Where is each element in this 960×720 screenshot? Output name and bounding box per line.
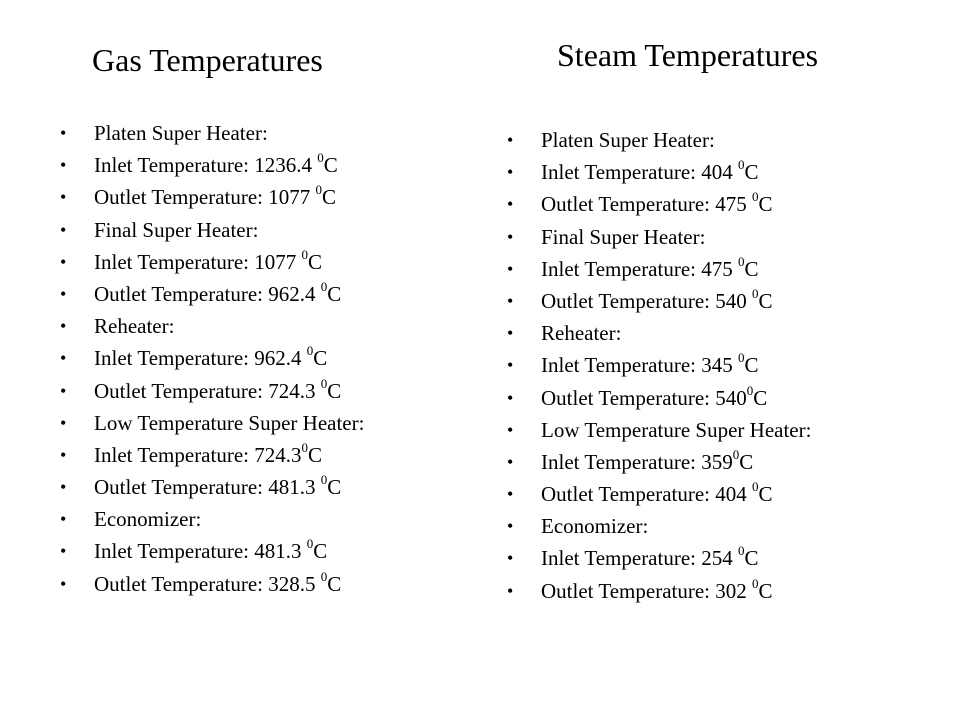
bullet-icon: • [507,226,514,247]
item-text: Economizer: [94,507,202,532]
list-item [505,188,811,220]
item-text: Platen Super Heater: [94,121,268,145]
list-item [58,246,364,278]
bullet-icon: • [60,219,67,240]
item-text: Economizer: [541,514,649,539]
list-item [505,124,811,156]
item-text: Inlet Temperature: 404 [541,160,738,185]
unit-label: C [753,385,768,410]
list-item [58,535,364,567]
item-text: Outlet Temperature: 1077 [94,185,316,210]
degree-superscript: 0 [301,439,308,455]
degree-superscript: 0 [738,543,745,559]
bullet-icon: • [60,573,67,594]
item-text: Inlet Temperature: 1077 [94,249,302,274]
degree-superscript: 0 [752,479,759,495]
item-text: Reheater: [541,321,622,346]
list-item [505,382,811,414]
unit-label: C [327,571,342,596]
item-text: Low Temperature Super Heater: [94,410,365,435]
item-text: Outlet Temperature: 404 [541,482,752,507]
unit-label: C [313,346,328,371]
list-item [505,349,811,381]
list-item [58,568,364,600]
steam-temperatures-list [505,124,811,607]
list-item [505,285,811,317]
unit-label: C [313,539,328,564]
item-text: Inlet Temperature: 475 [541,256,738,281]
list-item [58,181,364,213]
bullet-icon: • [507,355,514,376]
bullet-icon: • [60,123,67,143]
unit-label: C [322,185,337,210]
unit-label: C [758,192,773,217]
bullet-icon: • [507,484,514,505]
item-text: Inlet Temperature: 962.4 [94,346,307,371]
bullet-icon: • [60,348,67,369]
degree-superscript: 0 [320,375,328,391]
list-item [505,575,811,607]
degree-superscript: 0 [320,278,328,294]
list-item [505,253,811,285]
item-text: Outlet Temperature: 724.3 [94,378,321,403]
list-item [505,221,811,253]
steam-temperatures-title: Steam Temperatures [557,37,819,73]
list-item [58,471,364,503]
list-item [58,342,364,374]
list-item [58,310,364,342]
list-item [58,439,364,471]
item-text: Outlet Temperature: 481.3 [94,475,321,500]
unit-label: C [744,546,759,571]
unit-label: C [308,442,323,467]
bullet-icon: • [507,194,514,215]
unit-label: C [739,449,754,474]
item-text: Outlet Temperature: 540 [541,385,747,410]
bullet-icon: • [60,412,67,433]
item-text: Inlet Temperature: 359 [541,449,733,474]
bullet-icon: • [60,283,67,304]
bullet-icon: • [60,541,67,562]
gas-temperatures-list [58,117,364,600]
item-text: Final Super Heater: [94,217,259,242]
list-item [58,407,364,439]
item-text: Outlet Temperature: 302 [541,578,752,603]
item-text: Final Super Heater: [541,224,706,249]
list-item [505,542,811,574]
unit-label: C [758,288,773,313]
degree-superscript: 0 [752,189,759,205]
degree-superscript: 0 [320,568,328,584]
list-item [505,156,811,188]
bullet-icon: • [507,130,514,150]
item-text: Outlet Temperature: 962.4 [94,281,321,306]
degree-superscript: 0 [301,246,308,262]
degree-superscript: 0 [306,343,314,359]
list-item [505,478,811,510]
item-text: Inlet Temperature: 1236.4 [94,153,318,178]
bullet-icon: • [60,444,67,465]
bullet-icon: • [507,162,514,183]
degree-superscript: 0 [746,382,754,398]
degree-superscript: 0 [317,150,324,166]
bullet-icon: • [507,387,514,408]
bullet-icon: • [507,323,514,344]
list-item [58,375,364,407]
item-text: Reheater: [94,314,175,339]
list-item [505,446,811,478]
item-text: Platen Super Heater: [541,128,715,152]
degree-superscript: 0 [738,253,745,269]
unit-label: C [327,378,342,403]
list-item [58,503,364,535]
degree-superscript: 0 [315,182,322,198]
item-text: Inlet Temperature: 724.3 [94,442,302,467]
item-text: Low Temperature Super Heater: [541,417,812,442]
list-item [505,414,811,446]
degree-superscript: 0 [738,157,745,173]
item-text: Outlet Temperature: 540 [541,288,752,313]
degree-superscript: 0 [732,446,740,462]
bullet-icon: • [60,380,67,401]
bullet-icon: • [507,258,514,279]
bullet-icon: • [60,187,67,208]
bullet-icon: • [507,290,514,311]
list-item [505,510,811,542]
unit-label: C [758,482,773,507]
list-item [58,214,364,246]
list-item [58,117,364,149]
degree-superscript: 0 [752,285,759,301]
list-item [505,317,811,349]
degree-superscript: 0 [320,472,328,488]
unit-label: C [323,153,338,178]
unit-label: C [744,256,759,281]
bullet-icon: • [507,516,514,537]
item-text: Inlet Temperature: 254 [541,546,738,571]
bullet-icon: • [507,548,514,569]
unit-label: C [327,281,342,306]
bullet-icon: • [507,419,514,440]
unit-label: C [744,160,759,185]
item-text: Inlet Temperature: 345 [541,353,738,378]
bullet-icon: • [507,580,514,601]
bullet-icon: • [60,509,67,530]
gas-temperatures-title: Gas Temperatures [92,42,323,78]
item-text: Outlet Temperature: 328.5 [94,571,321,596]
unit-label: C [327,475,342,500]
item-text: Inlet Temperature: 481.3 [94,539,307,564]
unit-label: C [308,249,323,274]
degree-superscript: 0 [752,575,759,591]
bullet-icon: • [60,316,67,337]
bullet-icon: • [60,251,67,272]
list-item [58,149,364,181]
unit-label: C [758,578,773,603]
bullet-icon: • [60,155,67,176]
degree-superscript: 0 [306,536,314,552]
degree-superscript: 0 [738,350,745,366]
unit-label: C [744,353,759,378]
list-item [58,278,364,310]
item-text: Outlet Temperature: 475 [541,192,752,217]
bullet-icon: • [507,451,514,472]
bullet-icon: • [60,477,67,498]
